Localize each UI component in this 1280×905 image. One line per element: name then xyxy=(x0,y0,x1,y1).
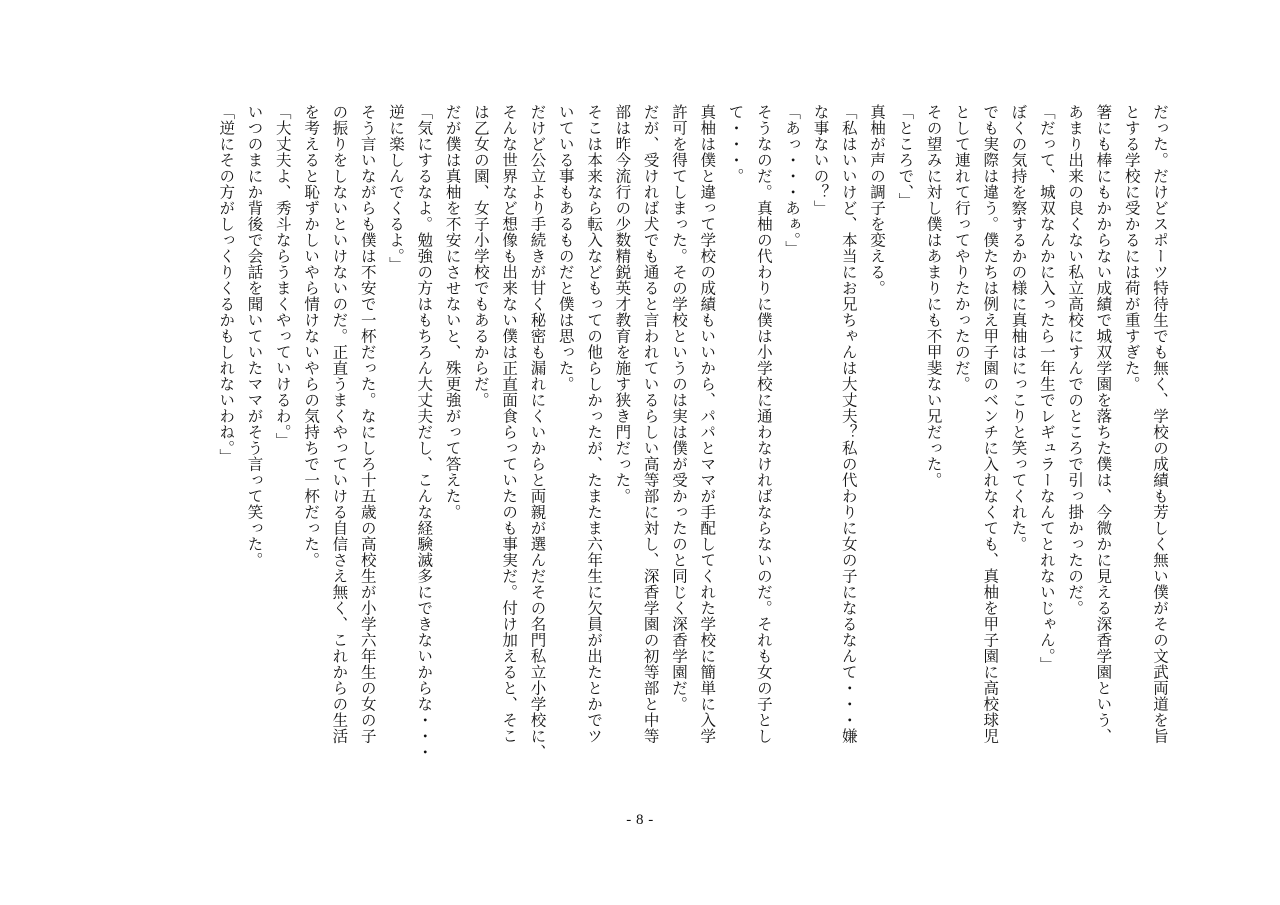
page-number: - 8 - xyxy=(626,812,654,828)
text-line: 「だって、城双なんかに入ったら一年生でレギュラーなんてとれないじゃん。」 xyxy=(1037,104,1056,673)
text-line: そうなのだ。真柚の代わりに僕は小学校に通わなければならないのだ。それも女の子とし xyxy=(754,104,773,744)
text-line: そんな世界など想像も出来ない僕は正直面食らっていたのも事実だ。付け加えると、そこ xyxy=(500,104,519,744)
text-line: 許可を得てしまった。その学校というのは実は僕が受かったのと同じく深香学園だ。 xyxy=(669,104,688,712)
text-line: ぼくの気持を察するかの様に真柚はにっこりと笑ってくれた。 xyxy=(1009,104,1028,552)
text-line: は乙女の園、女子小学校でもあるからだ。 xyxy=(471,104,490,408)
text-line: として連れて行ってやりたかったのだ。 xyxy=(952,104,971,392)
vertical-text-body xyxy=(114,104,1174,804)
text-line: 箸にも棒にもかからない成績で城双学園を落ちた僕は、今微かに見える深香学園という、 xyxy=(1094,104,1113,744)
text-line: 逆に楽しんでくるよ。」 xyxy=(386,104,405,273)
text-line: を考えると恥ずかしいやら情けないやらの気持ちで一杯だった。 xyxy=(302,104,321,568)
text-line: そこは本来なら転入などもっての他らしかったが、たまたま六年生に欠員が出たとかでツ xyxy=(585,104,604,744)
text-line: な事ないの？」 xyxy=(811,104,830,216)
text-line: そう言いながらも僕は不安で一杯だった。なにしろ十五歳の高校生が小学六年生の女の子 xyxy=(358,104,377,744)
text-line: 「ところで、」 xyxy=(896,104,915,209)
text-line: 真柚が声の調子を変える。 xyxy=(868,104,887,296)
text-line: だが僕は真柚を不安にさせないと、殊更強がって答えた。 xyxy=(443,104,462,520)
text-line: 「大丈夫よ、秀斗ならうまくやっていけるわ。」 xyxy=(273,104,292,449)
text-line: あまり出来の良くない私立高校にすんでのところで引っ掛かったのだ。 xyxy=(1066,104,1085,616)
text-line: 「私はいいけど、本当にお兄ちゃんは大丈夫？私の代わりに女の子になるなんて・・・嫌 xyxy=(839,104,858,744)
text-line: 「気にするなよ。勉強の方はもちろん大丈夫だし、こんな経験滅多にできないからな・・・ xyxy=(415,104,434,760)
text-line: 「逆にその方がしっくりくるかもしれないわね。」 xyxy=(217,104,236,465)
text-line: の振りをしないといけないのだ。正直うまくやっていける自信さえ無く、これからの生活 xyxy=(330,104,349,744)
text-line: でも実際は違う。僕たちは例え甲子園のベンチに入れなくても、真柚を甲子園に高校球児 xyxy=(981,104,1000,744)
text-line: だが、受ければ犬でも通ると言われているらしい高等部に対し、深香学園の初等部と中等 xyxy=(641,104,660,744)
text-line: て・・・。 xyxy=(726,104,745,184)
text-line: いている事もあるものだと僕は思った。 xyxy=(556,104,575,392)
text-line: 部は昨今流行の少数精鋭英才教育を施す狭き門だった。 xyxy=(613,104,632,504)
text-line: 真柚は僕と違って学校の成績もいいから、パパとママが手配してくれた学校に簡単に入学 xyxy=(698,104,717,744)
text-line: だけど公立より手続きが甘く秘密も漏れにくいからと両親が選んだその名門私立小学校に、 xyxy=(528,104,547,760)
text-line: いつのまにか背後で会話を聞いていたママがそう言って笑った。 xyxy=(245,104,264,568)
text-line: その望みに対し僕はあまりにも不甲斐ない兄だった。 xyxy=(924,104,943,488)
text-line: とする学校に受かるには荷が重すぎた。 xyxy=(1122,104,1141,392)
text-line: だった。だけどスポーツ特待生でも無く、学校の成績も芳しく無い僕がその文武両道を旨 xyxy=(1151,104,1169,744)
text-line: 「あっ・・・あぁ。」 xyxy=(783,104,802,257)
